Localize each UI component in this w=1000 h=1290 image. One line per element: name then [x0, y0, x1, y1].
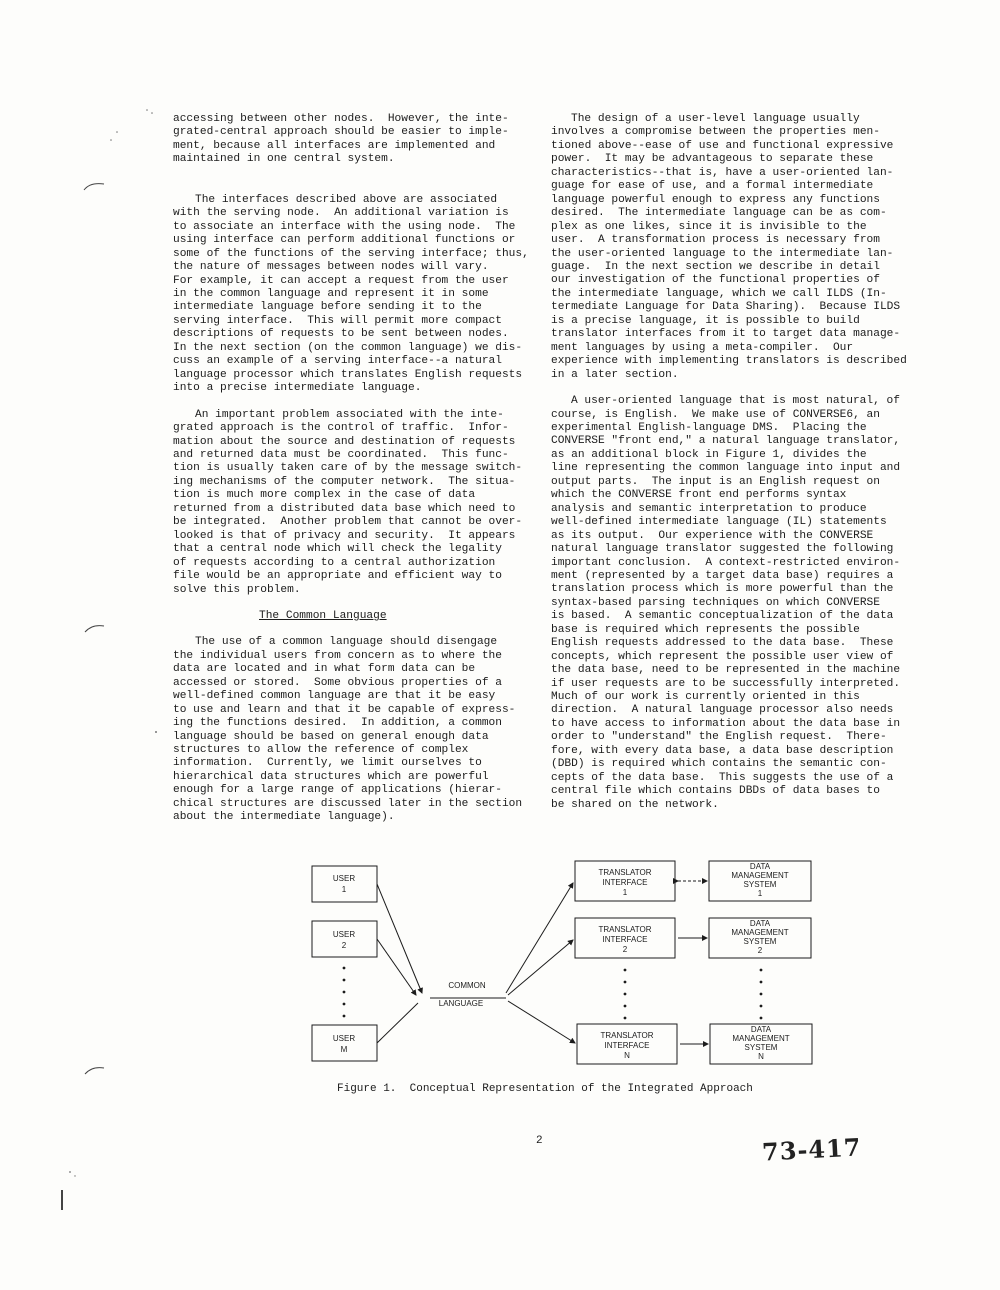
dms-2-line1: DATA — [749, 919, 771, 928]
common-label: COMMON — [448, 981, 486, 990]
dms-2-line3: SYSTEM — [743, 937, 777, 946]
translator-2-number: 2 — [622, 945, 628, 954]
left-paragraph-4-first: The use of a common language should disengage — [195, 636, 498, 649]
section-heading-common-language: The Common Language — [259, 609, 387, 622]
left-paragraph-2-first: The interfaces described above are associated — [195, 193, 498, 206]
right-paragraph-2: course, is English. We make use of CONVERSE6, an experimental English-language DMS. Placing the CONVERSE "front end," a natural language translator, as an additional block in Figure 1, divides the line representing the common language into input and output parts. The input is an English request on which the CONVERSE front end performs syntax analysis and semantic interpretation to produce well-defined intermediate language (IL) statements as its output. Our experience with the CONVERSE natural language translator suggested the following important conclusion. A context-restricted environ- ment (represented by a target data base) requires a translation process which is more powerful than the syntax-based parsing techniques on which CONVERSE is based. A semantic conceptualization of the data base is required which represents the possible English requests addressed to the data base. These concepts, which represent the possible user view of the data base, need to be represented in the machine if user requests are to be successfully interpreted. Much of our work is currently oriented in this direction. A natural language processor also needs to have access to information about the data base in order to "understand" the English request. There- fore, with every data base, a data base description (DBD) is required which contains the semantic con- cepts of the data base. This suggests the use of a central file which contains DBDs of data bases to be shared on the network. — [551, 408, 901, 811]
user-m-label: USER — [332, 1034, 356, 1043]
dms-1-number: 1 — [757, 889, 763, 898]
language-label: LANGUAGE — [438, 999, 484, 1008]
margin-scan-marks — [0, 0, 180, 1290]
figure-caption: Figure 1. Conceptual Representation of the Integrated Approach — [337, 1083, 753, 1095]
dms-1-line2: MANAGEMENT — [731, 871, 789, 880]
dms-n-number: N — [758, 1052, 764, 1061]
user-1-box — [312, 866, 377, 902]
translator-n-line1: TRANSLATOR — [600, 1031, 654, 1040]
right-column — [551, 113, 923, 812]
user-m-number: M — [340, 1045, 348, 1054]
right-paragraph-1-first: The design of a user-level language usually — [571, 113, 860, 125]
user-2-number: 2 — [341, 941, 347, 950]
translator-1-line2: INTERFACE — [602, 878, 648, 887]
user-1-number: 1 — [341, 885, 347, 894]
user-2-label: USER — [332, 930, 356, 939]
translator-1-number: 1 — [622, 888, 628, 897]
left-paragraph-1: accessing between other nodes. However, the inte- grated-central approach should be easier to imple- ment, because all interfaces are implemented and maintained in one central system. — [173, 113, 509, 166]
left-paragraph-3-first: An important problem associated with the inte- — [195, 408, 504, 421]
dms-n-line2: MANAGEMENT — [732, 1034, 790, 1043]
figure-1-diagram — [300, 858, 820, 1068]
translator-2-line2: INTERFACE — [602, 935, 648, 944]
user-1-label: USER — [332, 874, 356, 883]
dms-2-number: 2 — [757, 946, 763, 955]
user-2-box — [312, 921, 377, 957]
dms-n-line3: SYSTEM — [744, 1043, 778, 1052]
dms-2-line2: MANAGEMENT — [731, 928, 789, 937]
right-paragraph-1: involves a compromise between the properties men- tioned above--ease of use and functional expressive power. It may be advantageous to separate these characteristics--that is, have a user-oriented lan- guage for ease of use, and a formal intermediate language powerful enough to express any functions desired. The intermediate language can be as com- plex as one likes, since it is invisible to the user. A transformation process is necessary from the user-oriented language to the intermediate lan- guage. In the next section we describe in detail our investigation of the functional properties of the intermediate language, which we call ILDS (In- termediate Language for Data Sharing). Because ILDS is a precise language, it is possible to build translator interfaces from it to target data manage- ment languages by using a meta-compiler. Our experience with implementing translators is described in a later section. — [551, 126, 907, 381]
left-column — [173, 113, 543, 825]
translator-1-line1: TRANSLATOR — [598, 868, 652, 877]
left-paragraph-3: grated approach is the control of traffic. Infor- mation about the source and destination of requests and returned data must be coordinated. This func- tion is usually taken care of by the message switch- ing mechanisms of the computer network. The situa- tion is much more complex in the case of data returned from a distributed data base which need to be integrated. Another problem that cannot be over- looked is that of privacy and security. It appears that a central node which will check the legality of requests according to a central authorization file would be an appropriate and efficient way to solve this problem. — [173, 422, 523, 596]
right-paragraph-2-first: A user-oriented language that is most natural, of — [571, 395, 900, 408]
translator-2-line1: TRANSLATOR — [598, 925, 652, 934]
user-m-box — [312, 1025, 377, 1061]
left-paragraph-4: the individual users from concern as to where the data are located and in what form data can be accessed or stored. Some obvious properties of a well-defined common language are that it be easy to use and learn and that it be capable of express- ing the functions desired. In addition, a common language should be based on general enough data structures to allow the reference of complex information. Currently, we limit ourselves to hierarchical data structures which are powerful enough for a large range of applications (hierar- chical structures are discussed later in the section about the intermediate language). — [173, 649, 523, 824]
left-paragraph-2: with the serving node. An additional variation is to associate an interface with the using node. The using interface can perform additional functions or some of the functions of the serving interface; thus, the nature of messages between nodes will vary. For example, it can accept a request from the user in the common language and represent it in some intermediate language before sending it to the serving interface. This will permit more compact descriptions of requests to be sent between nodes. In the next section (on the common language) we dis- cuss an example of a serving interface--a natural language processor which translates English requests into a precise intermediate language. — [173, 207, 529, 395]
page-number: 2 — [536, 1135, 543, 1147]
dms-1-line3: SYSTEM — [743, 880, 777, 889]
handwritten-document-number: 73-417 — [761, 1132, 863, 1167]
dms-1-line1: DATA — [749, 862, 771, 871]
translator-n-line2: INTERFACE — [604, 1041, 650, 1050]
dms-n-line1: DATA — [750, 1025, 772, 1034]
translator-n-number: N — [624, 1051, 630, 1060]
